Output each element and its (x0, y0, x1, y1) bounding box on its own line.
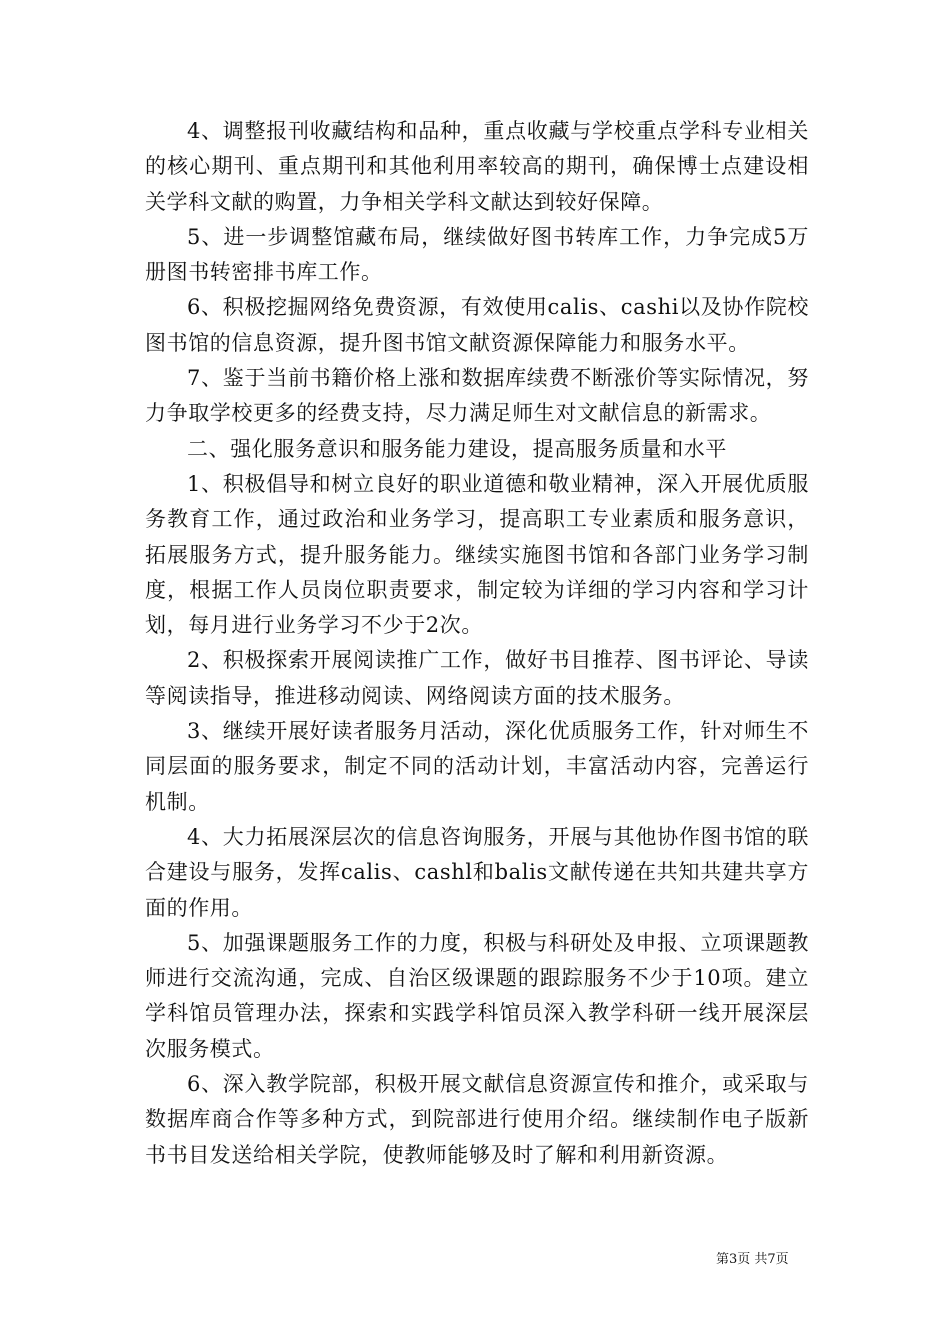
paragraph-item-4-consulting: 4、大力拓展深层次的信息咨询服务，开展与其他协作图书馆的联合建设与服务，发挥calis、cashl和balis文献传递在共知共建共享方面的作用。 (145, 824, 809, 920)
paragraph-item-4-periodicals: 4、调整报刊收藏结构和品种，重点收藏与学校重点学科专业相关的核心期刊、重点期刊和其他利用率较高的期刊，确保博士点建设相关学科文献的购置，力争相关学科文献达到较好保障。 (145, 119, 809, 214)
paragraph-item-6-outreach: 6、深入教学院部，积极开展文献信息资源宣传和推介，或采取与数据库商合作等多种方式，到院部进行使用介绍。继续制作电子版新书书目发送给相关学院，使教师能够及时了解和利用新资源。 (145, 1072, 809, 1167)
paragraph-item-3-reader-service-month: 3、继续开展好读者服务月活动，深化优质服务工作，针对师生不同层面的服务要求，制定不同的活动计划，丰富活动内容，完善运行机制。 (145, 719, 809, 814)
paragraph-item-2-reading-promotion: 2、积极探索开展阅读推广工作，做好书目推荐、图书评论、导读等阅读指导，推进移动阅读、网络阅读方面的技术服务。 (145, 648, 809, 708)
section-heading-service: 二、强化服务意识和服务能力建设，提高服务质量和水平 (187, 436, 727, 461)
paragraph-item-5-research-service: 5、加强课题服务工作的力度，积极与科研处及申报、立项课题教师进行交流沟通，完成、自治区级课题的跟踪服务不少于10项。建立学科馆员管理办法，探索和实践学科馆员深入教学科研一线开展深层次服务模式。 (145, 930, 809, 1061)
paragraph-item-5-collection-layout: 5、进一步调整馆藏布局，继续做好图书转库工作，力争完成5万册图书转密排书库工作。 (145, 224, 809, 285)
paragraph-item-1-service-education: 1、积极倡导和树立良好的职业道德和敬业精神，深入开展优质服务教育工作，通过政治和业务学习，提高职工专业素质和服务意识，拓展服务方式，提升服务能力。继续实施图书馆和各部门业务学习制度，根据工作人员岗位职责要求，制定较为详细的学习内容和学习计划，每月进行业务学习不少于2次。 (145, 471, 809, 638)
document-body (145, 114, 809, 1173)
page-number-footer: 第3页 共7页 (716, 1252, 789, 1267)
paragraph-item-7-funding: 7、鉴于当前书籍价格上涨和数据库续费不断涨价等实际情况，努力争取学校更多的经费支持，尽力满足师生对文献信息的新需求。 (145, 366, 809, 426)
paragraph-item-6-network-resources: 6、积极挖掘网络免费资源，有效使用calis、cashi以及协作院校图书馆的信息资源，提升图书馆文献资源保障能力和服务水平。 (145, 295, 809, 355)
